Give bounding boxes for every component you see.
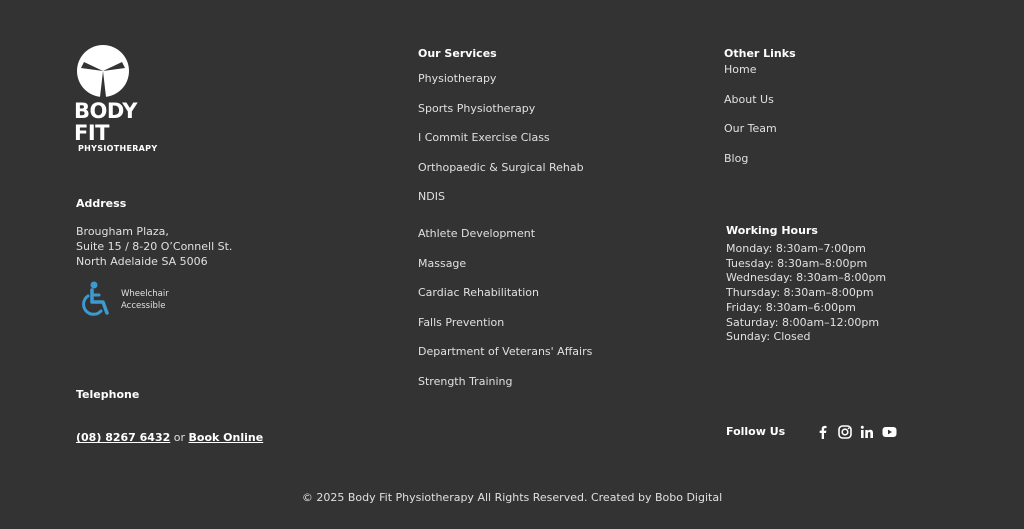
nav-link-team[interactable]: Our Team	[724, 122, 777, 135]
address-heading: Address	[76, 197, 127, 210]
book-online-link[interactable]: Book Online	[188, 431, 264, 444]
nav-link-about[interactable]: About Us	[724, 92, 774, 106]
logo[interactable]	[74, 44, 158, 153]
nav-link-home[interactable]: Home	[724, 63, 757, 76]
hours-item: Sunday: Closed	[726, 330, 811, 344]
service-link[interactable]: Athlete Development	[418, 227, 536, 240]
address-line-3: North Adelaide SA 5006	[76, 255, 208, 268]
services-list-1	[418, 72, 584, 220]
phone-link[interactable]: (08) 8267 6432	[76, 431, 171, 444]
wheelchair-label-1: Wheelchair	[121, 289, 169, 299]
hours-list	[726, 242, 886, 345]
instagram-icon[interactable]	[837, 424, 853, 440]
hours-item: Monday: 8:30am–7:00pm	[726, 242, 866, 255]
service-link[interactable]: Orthopaedic & Surgical Rehab	[418, 160, 584, 174]
copyright-text: © 2025 Body Fit Physiotherapy All Rights Reserved. Created by Bobo Digital	[301, 491, 723, 504]
hours-heading: Working Hours	[726, 224, 818, 237]
linkedin-icon[interactable]	[859, 424, 875, 440]
logo-title: BODY FIT	[74, 99, 137, 145]
address-line-1: Brougham Plaza,	[76, 225, 169, 238]
service-link[interactable]: Physiotherapy	[418, 72, 497, 85]
hours-item: Tuesday: 8:30am–8:00pm	[726, 256, 868, 270]
services-list-2	[418, 227, 592, 404]
other-links-list	[724, 63, 777, 181]
follow-us-label: Follow Us	[726, 425, 786, 438]
service-link[interactable]: Falls Prevention	[418, 315, 505, 329]
service-link[interactable]: NDIS	[418, 190, 445, 203]
service-link[interactable]: Sports Physiotherapy	[418, 101, 536, 115]
services-heading: Our Services	[418, 47, 497, 60]
hours-item: Saturday: 8:00am–12:00pm	[726, 315, 880, 329]
wheelchair-icon	[79, 281, 113, 319]
telephone-heading: Telephone	[76, 388, 140, 401]
service-link[interactable]: I Commit Exercise Class	[418, 131, 550, 144]
wheelchair-accessible	[79, 281, 169, 319]
service-link[interactable]: Cardiac Rehabilitation	[418, 286, 539, 299]
social-links	[815, 424, 897, 440]
address-block	[76, 224, 232, 269]
nav-link-blog[interactable]: Blog	[724, 151, 749, 165]
address-line-2: Suite 15 / 8-20 O’Connell St.	[76, 240, 233, 253]
service-link[interactable]: Massage	[418, 256, 467, 270]
service-link[interactable]: Department of Veterans' Affairs	[418, 345, 593, 358]
or-text: or	[173, 431, 186, 444]
hours-item: Wednesday: 8:30am–8:00pm	[726, 271, 887, 285]
logo-mark-icon	[76, 44, 130, 98]
youtube-icon[interactable]	[881, 424, 897, 440]
hours-item: Friday: 8:30am–6:00pm	[726, 300, 856, 314]
service-link[interactable]: Strength Training	[418, 374, 513, 388]
logo-subtitle: PHYSIOTHERAPY	[78, 144, 158, 153]
telephone-line	[76, 431, 263, 444]
wheelchair-label-2: Accessible	[121, 301, 166, 311]
hours-item: Thursday: 8:30am–8:00pm	[726, 286, 874, 300]
other-links-heading: Other Links	[724, 47, 796, 60]
facebook-icon[interactable]	[815, 424, 831, 440]
